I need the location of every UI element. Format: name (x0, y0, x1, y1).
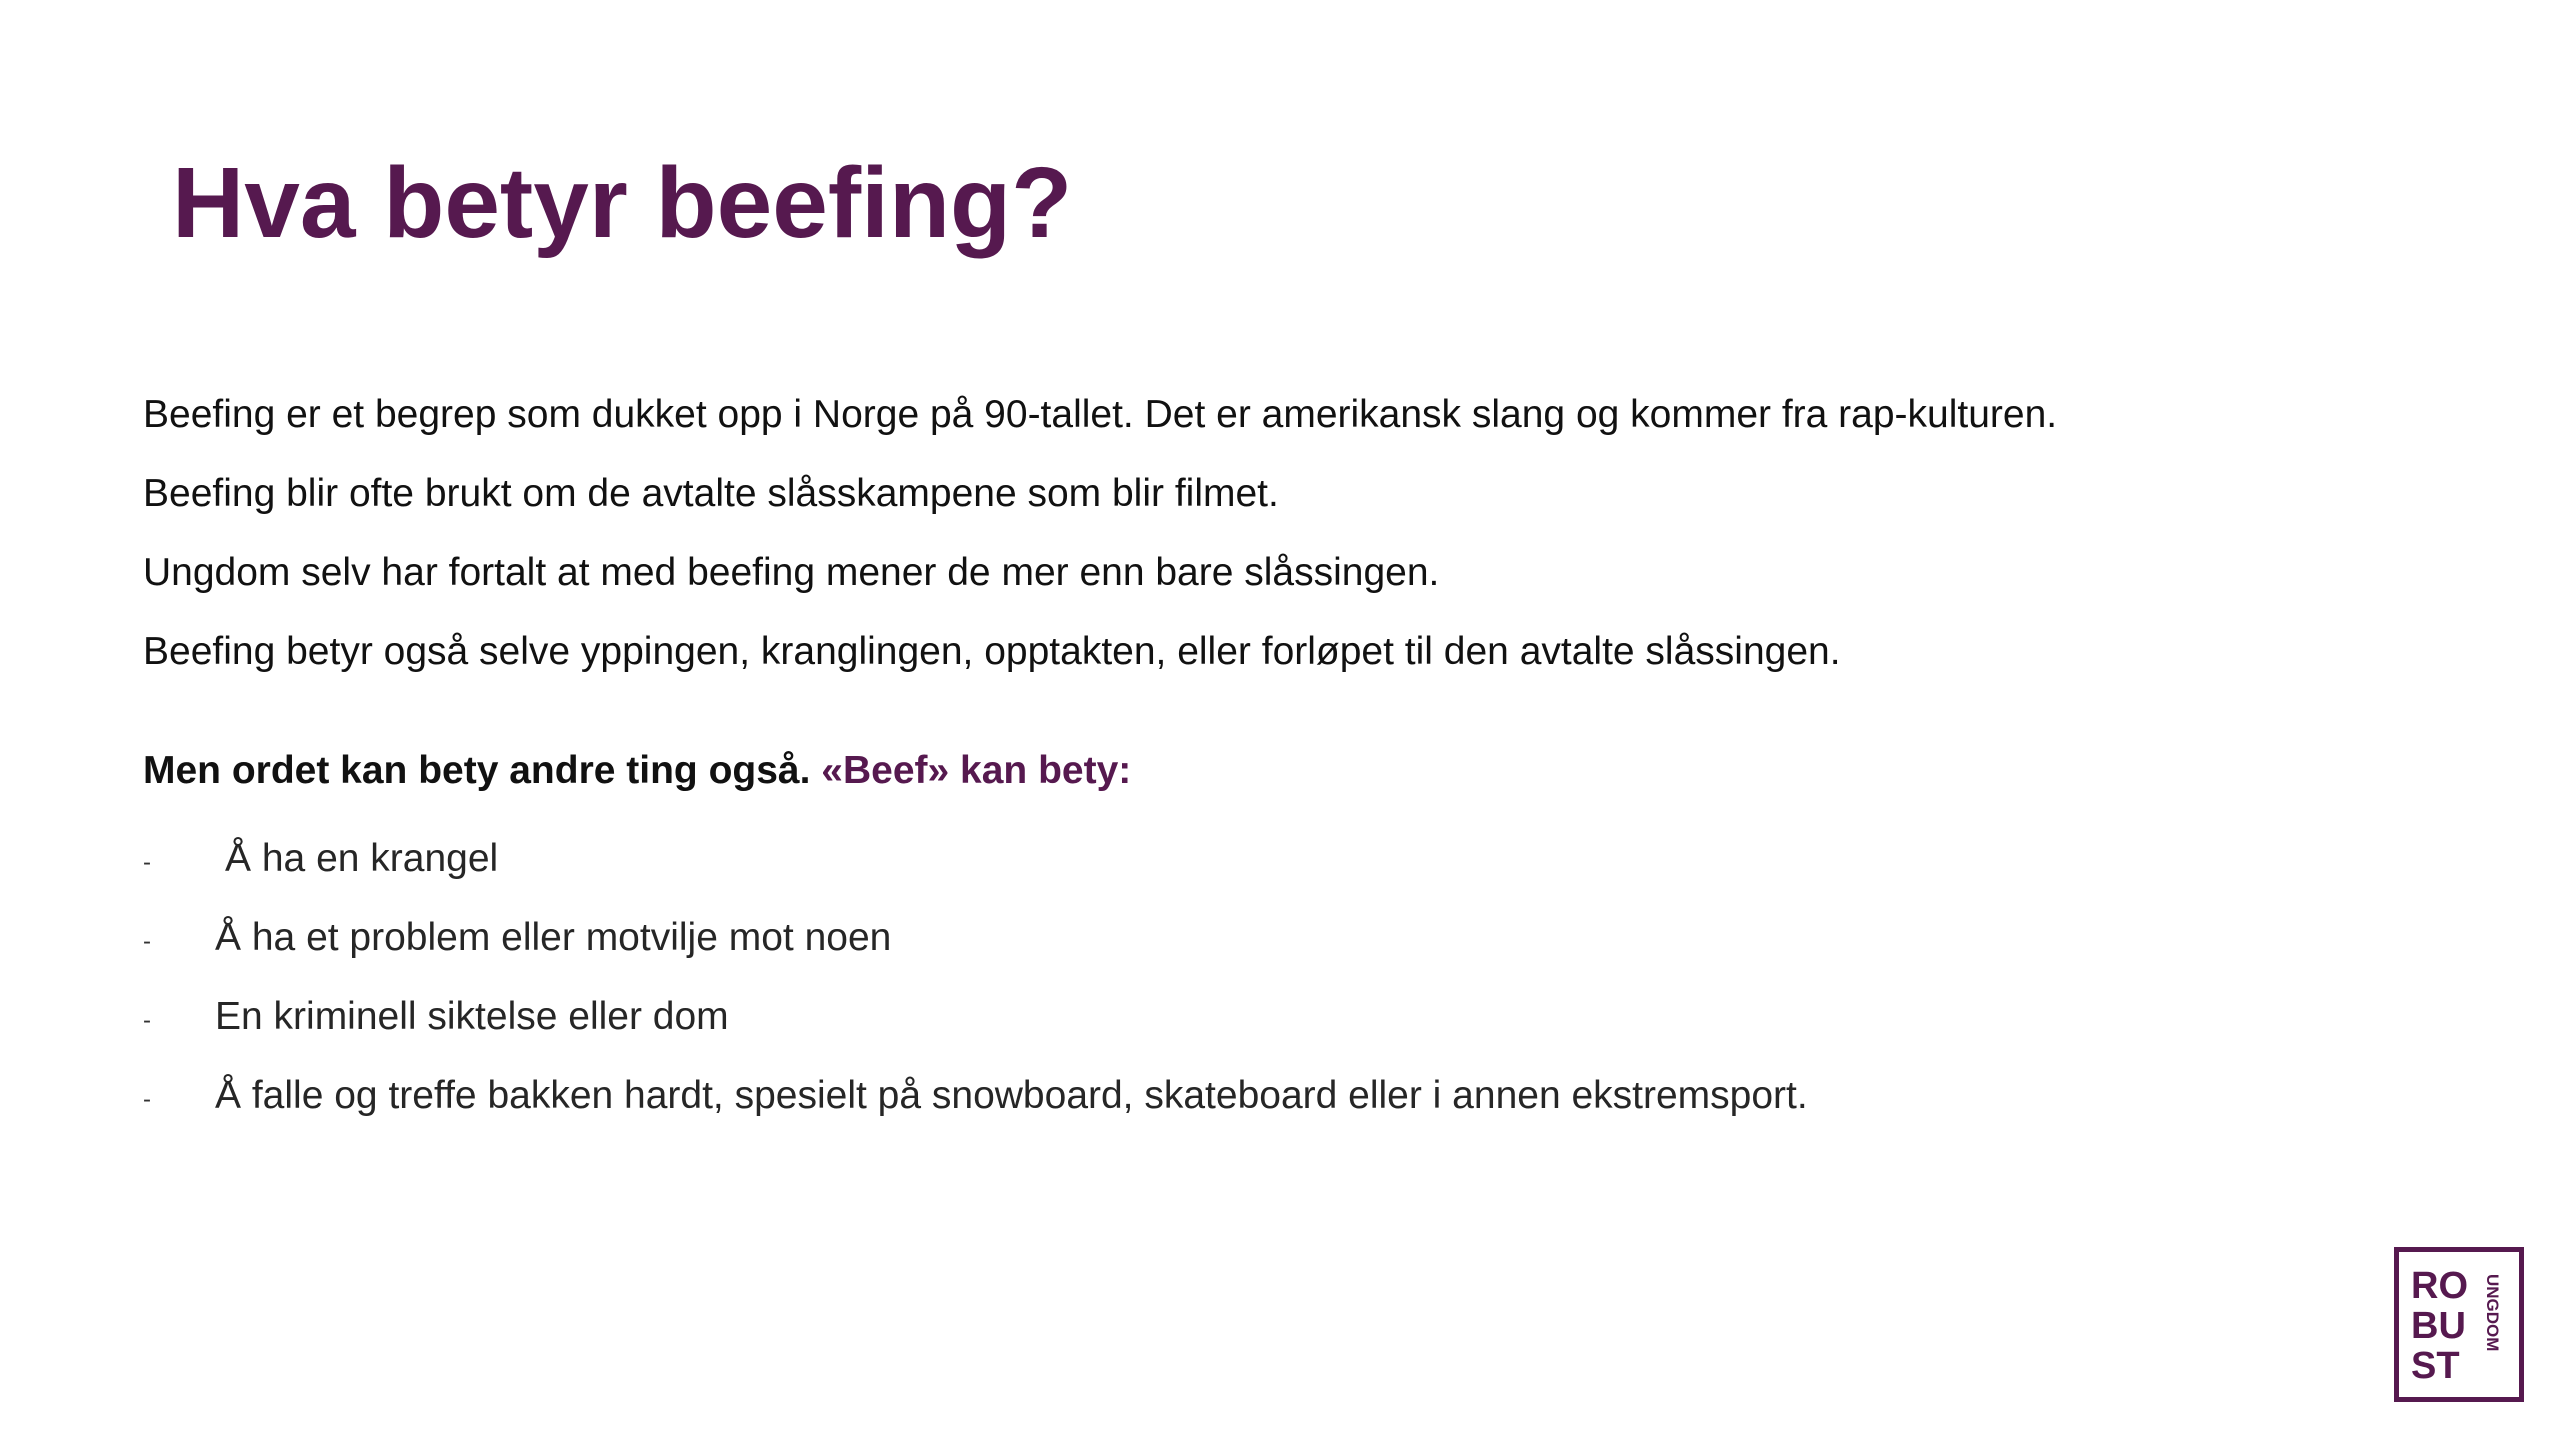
robust-ungdom-logo (2394, 1247, 2524, 1402)
bullet-dash: - (143, 849, 151, 876)
bullet-dash: - (143, 1086, 151, 1113)
paragraph-3: Ungdom selv har fortalt at med beefing mener de mer enn bare slåssingen. (143, 551, 1440, 594)
bullet-dash: - (143, 928, 151, 955)
logo-line-1: RO (2411, 1265, 2468, 1307)
list-item-text: Å ha et problem eller motvilje mot noen (215, 916, 892, 959)
intro-paragraphs (143, 390, 2443, 706)
logo-mark (2399, 1252, 2519, 1397)
list-item (143, 913, 2443, 963)
meanings-subheading (143, 746, 1131, 796)
paragraph-2: Beefing blir ofte brukt om de avtalte slåsskampene som blir filmet. (143, 472, 1279, 515)
logo-line-3: ST (2411, 1345, 2460, 1387)
bullet-dash: - (143, 1007, 151, 1034)
list-item-text: Å falle og treffe bakken hardt, spesielt på snowboard, skateboard eller i annen ekstremsport. (215, 1074, 1808, 1117)
list-item-text: En kriminell siktelse eller dom (215, 995, 729, 1038)
list-item (143, 1071, 2443, 1121)
meanings-list (143, 834, 2443, 1150)
paragraph-4: Beefing betyr også selve yppingen, kranglingen, opptakten, eller forløpet til den avtalte slåssingen. (143, 630, 1841, 673)
subheading-text: Men ordet kan bety andre ting også. (143, 749, 822, 792)
list-item-text: Å ha en krangel (225, 837, 499, 880)
logo-side-text: UNGDOM (2483, 1274, 2502, 1352)
logo-line-2: BU (2411, 1305, 2466, 1347)
list-item (143, 834, 2443, 884)
slide-title: Hva betyr beefing? (172, 147, 1073, 259)
paragraph-1: Beefing er et begrep som dukket opp i Norge på 90-tallet. Det er amerikansk slang og kommer fra rap-kulturen. (143, 393, 2058, 436)
list-item (143, 992, 2443, 1042)
subheading-accent: «Beef» kan bety: (821, 749, 1132, 792)
